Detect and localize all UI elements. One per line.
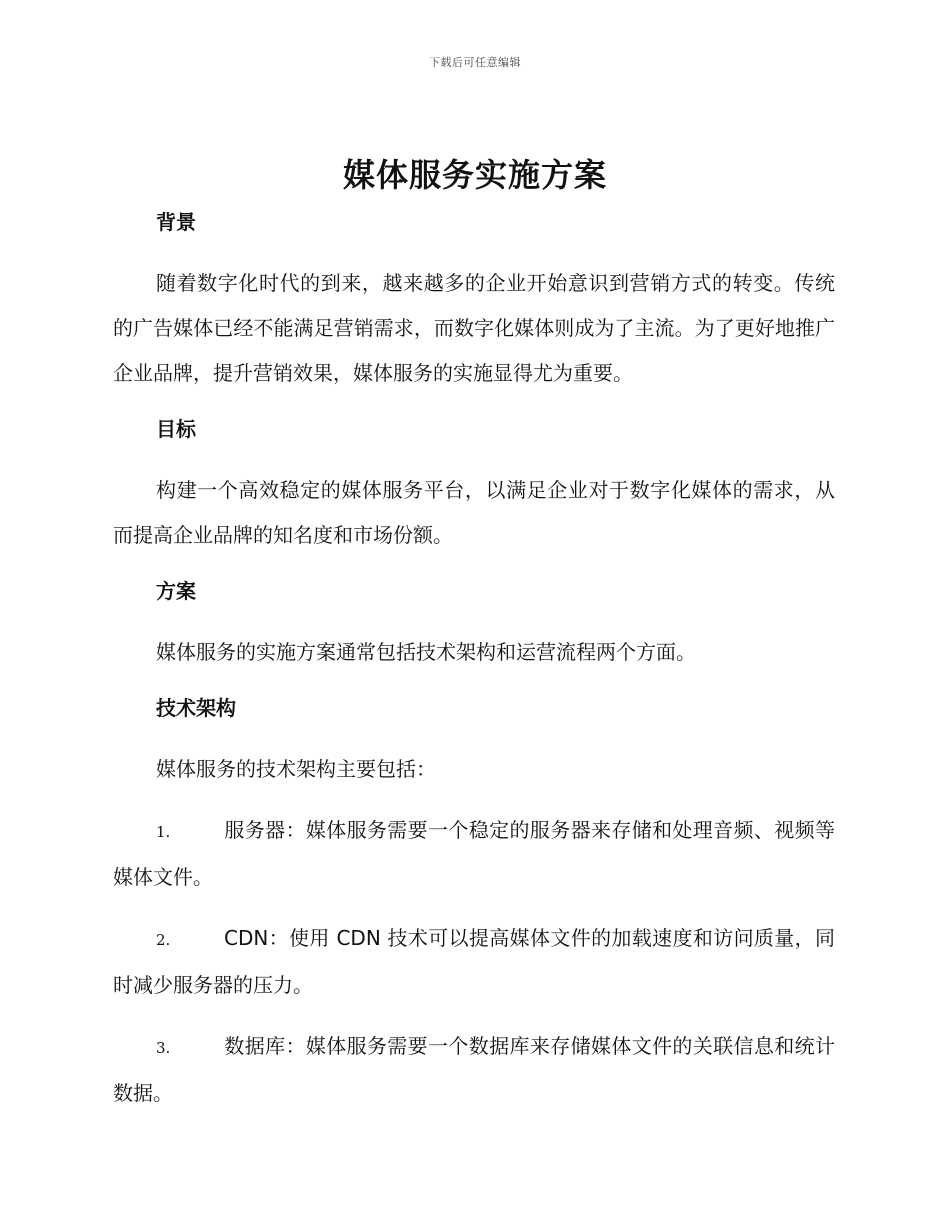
section-heading-goal: 目标 (156, 417, 196, 441)
section-heading-plan: 方案 (156, 579, 196, 603)
section-heading-architecture: 技术架构 (156, 696, 236, 720)
paragraph-goal: 构建一个高效稳定的媒体服务平台，以满足企业对于数字化媒体的需求，从而提高企业品牌的知名度和市场份额。 (113, 478, 835, 547)
paragraph-plan: 媒体服务的实施方案通常包括技术架构和运营流程两个方面。 (156, 640, 696, 664)
list-item-text: 数据库：媒体服务需要一个数据库来存储媒体文件的关联信息和统计数据。 (113, 1034, 835, 1105)
list-item (113, 916, 835, 1008)
header-note: 下载后可任意编辑 (429, 56, 521, 69)
list-item-text: CDN：使用 CDN 技术可以提高媒体文件的加载速度和访问质量，同时减少服务器的压力。 (113, 926, 835, 997)
list-number: 2. (156, 931, 171, 949)
list-number: 3. (156, 1039, 171, 1057)
document-title: 媒体服务实施方案 (342, 156, 607, 194)
document-body (113, 205, 835, 1116)
list-number: 1. (156, 823, 171, 841)
paragraph-background: 随着数字化时代的到来，越来越多的企业开始意识到营销方式的转变。传统的广告媒体已经不能满足营销需求，而数字化媒体则成为了主流。为了更好地推广企业品牌，提升营销效果，媒体服务的实施显得尤为重要。 (113, 271, 835, 385)
section-heading-background: 背景 (156, 210, 196, 234)
paragraph-architecture-intro: 媒体服务的技术架构主要包括： (156, 757, 436, 781)
list-item (113, 808, 835, 900)
list-item-text: 服务器：媒体服务需要一个稳定的服务器来存储和处理音频、视频等媒体文件。 (113, 818, 835, 889)
list-item (113, 1024, 835, 1116)
